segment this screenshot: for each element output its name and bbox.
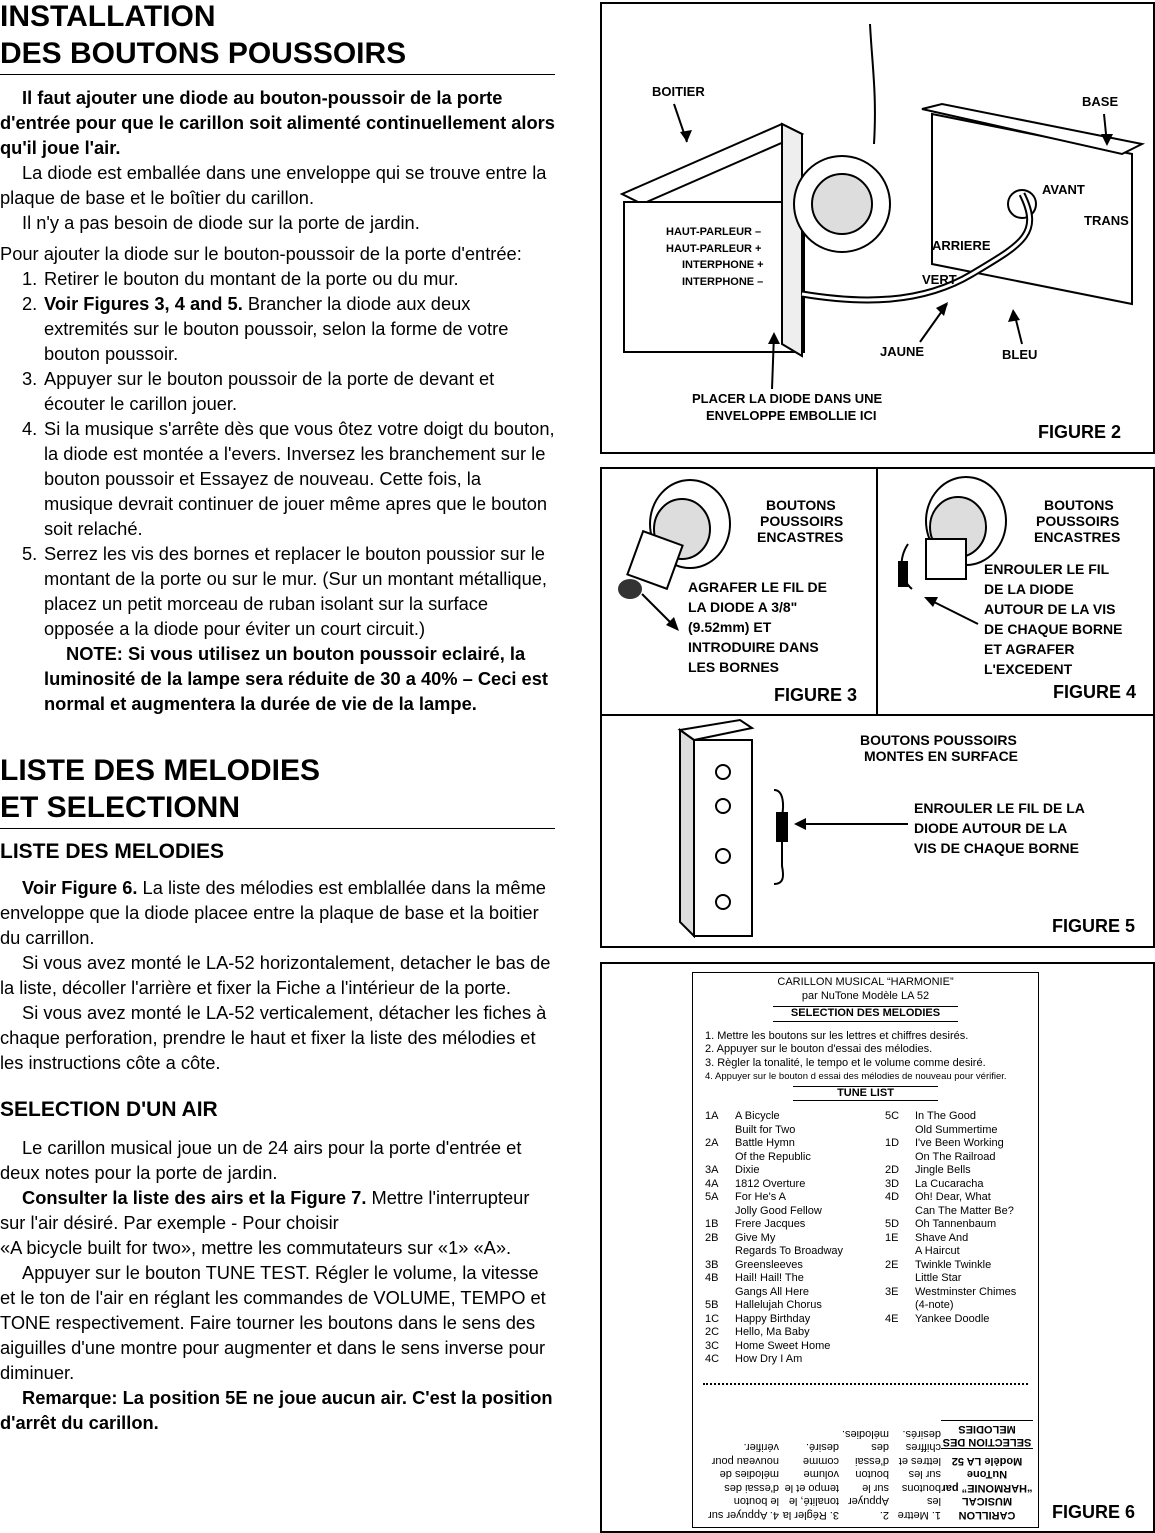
list-item: 4A 1812 Overture — [705, 1177, 806, 1190]
figure-2 — [600, 2, 1155, 454]
selection-paragraph-2: Consulter la liste des airs et la Figure 7. Mettre l'interrupteur sur l'air désiré. Par exemple - Pour choisir — [0, 1187, 530, 1233]
label-hp-plus: HAUT-PARLEUR + — [666, 243, 762, 255]
fig3-text-1: AGRAFER LE FIL DE — [688, 579, 827, 595]
card-instr-4: 4. Appuyer sur le bouton d essai des mélodies de nouveau pour vérifier. — [705, 1071, 1007, 1082]
card-instr-1: 1. Mettre les boutons sur les lettres et chiffres desirés. — [705, 1029, 969, 1042]
list-item: 3E Westminster Chimes — [885, 1285, 1017, 1298]
fig4-text-2: DE LA DIODE — [984, 581, 1074, 597]
melodies-title-1: LISTE DES MELODIES — [0, 754, 321, 787]
label-boitier: BOITIER — [652, 84, 705, 99]
install-paragraph-4: Pour ajouter la diode sur le bouton-poussoir de la porte d'entrée: — [0, 243, 522, 264]
perforation-line — [703, 1383, 1028, 1385]
install-paragraph-bold: Il faut ajouter une diode au bouton-poussoir de la porte d'entrée pour que le carillon soit alimenté continuellement alors qu'il joue l'air. — [0, 87, 555, 158]
list-item: 2E Twinkle Twinkle — [885, 1258, 992, 1271]
list-item: On The Railroad — [915, 1150, 996, 1163]
list-item: Regards To Broadway — [735, 1245, 844, 1257]
figure-5 — [600, 714, 1155, 948]
figure-3-label: FIGURE 3 — [774, 685, 858, 705]
label-vert: VERT — [922, 272, 957, 287]
install-paragraph-2: La diode est emballée dans une enveloppe qui se trouve entre la plaque de base et le boîtier du carillon. — [0, 162, 547, 208]
list-item: 1C Happy Birthday — [705, 1312, 811, 1325]
label-int-plus: INTERPHONE + — [682, 259, 764, 271]
fig3-text-2: LA DIODE A 3/8" — [688, 599, 798, 615]
label-bleu: BLEU — [1002, 347, 1038, 362]
install-note: NOTE: Si vous utilisez un bouton poussoir eclairé, la luminosité de la lampe sera réduite de 30 a 40% – Ceci est normal et augmentera la durée de vie de la lampe. — [44, 643, 548, 714]
fig3-text-5: LES BORNES — [688, 659, 780, 675]
list-item: 5A For He's A — [705, 1191, 787, 1203]
list-item: 4C How Dry I Am — [705, 1353, 803, 1365]
melodies-paragraph-1: Voir Figure 6. La liste des mélodies est emblallée dans la même enveloppe que la diode placee entre la plaque de base et la boitier du carrillon. — [0, 877, 546, 948]
selection-paragraph-1: Le carillon musical joue un de 24 airs pour la porte d'entrée et deux notes pour la porte de jardin. — [0, 1137, 522, 1183]
divider — [0, 828, 555, 829]
fig5-title-2: MONTES EN SURFACE — [864, 748, 1019, 764]
selection-bar: SELECTION DES MELODIES — [773, 1006, 958, 1022]
list-item: 4B Hail! Hail! The — [705, 1272, 804, 1284]
fig4-text-4: DE CHAQUE BORNE — [984, 621, 1123, 637]
step-item: 2. Voir Figures 3, 4 and 5. Brancher la diode aux deux extremités sur le bouton poussoir, selon la forme de votre bouton poussoir. — [22, 293, 509, 364]
list-item: 3D La Cucaracha — [885, 1177, 984, 1190]
step-item: 3. Appuyer sur le bouton poussoir de la porte de devant et écouter le carillon jouer. — [22, 368, 495, 414]
selection-paragraph-3: Appuyer sur le bouton TUNE TEST. Régler le volume, la vitesse et le ton de l'air en réglant les commandes de VOLUME, TEMPO et TONE respectivement. Faire tourner les boutons dans le sens des aiguilles d'une montre pour augmenter et dans le sens inverse pour diminuer. — [0, 1262, 546, 1383]
list-item: Built for Two — [735, 1123, 796, 1136]
list-item: A Haircut — [915, 1245, 960, 1257]
figure-4-label: FIGURE 4 — [1053, 682, 1137, 702]
selection-remark: Remarque: La position 5E ne joue aucun air. C'est la position d'arrêt du carillon. — [0, 1387, 553, 1433]
fig4-title-2: POUSSOIRS — [1036, 513, 1120, 529]
figure-4 — [876, 467, 1155, 716]
tune-list-left — [705, 1110, 880, 1367]
rotated-instr-2: 2. Appuyer sur le bouton d'essai des mélodies. — [841, 1428, 889, 1521]
step-item: 4. Si la musique s'arrête dès que vous ôtez votre doigt du bouton, la diode est montée a l'evers. Inversez les branchement sur le bouton poussoir et Essayez de nouveau. Cette fois, la musique devrait continuer de jouer même apres que le bouton soit relaché. — [22, 418, 555, 539]
figure-5-label: FIGURE 5 — [1052, 916, 1136, 936]
list-item: (4-note) — [915, 1299, 954, 1311]
list-item: Gangs All Here — [735, 1285, 809, 1298]
rotated-instr-3: 3. Régler la tonalité, le tempo et le volume comme desiré. — [782, 1441, 839, 1521]
figure-2-label: FIGURE 2 — [1038, 422, 1122, 442]
rotated-instr-1: 1. Mettre les boutons sur les lettres et chiffres desirés. — [897, 1428, 941, 1521]
fig5-text-3: VIS DE CHAQUE BORNE — [914, 840, 1079, 856]
install-title-2: DES BOUTONS POUSSOIRS — [0, 37, 407, 70]
label-placer-1: PLACER LA DIODE DANS UNE — [692, 391, 883, 406]
list-item: 4E Yankee Doodle — [885, 1312, 990, 1325]
card-title-2: par NuTone Modèle LA 52 — [801, 989, 930, 1002]
tune-card — [692, 972, 1039, 1528]
install-steps — [0, 266, 555, 641]
fig4-title-1: BOUTONS — [1044, 497, 1114, 513]
fig4-text-1: ENROULER LE FIL — [984, 561, 1110, 577]
fig4-text-6: L'EXCEDENT — [984, 661, 1073, 677]
list-item: Jolly Good Fellow — [735, 1204, 822, 1217]
label-hp-minus: HAUT-PARLEUR – — [666, 226, 762, 238]
melodies-paragraph-3: Si vous avez monté le LA-52 verticalement, détacher les fiches à chaque perforation, prendre le haut et fixer la liste des mélodies et les instructions côte a côte. — [0, 1002, 547, 1073]
card-instr-3: 3. Règler la tonalité, le tempo et le volume comme desiré. — [705, 1056, 986, 1069]
list-item: 1B Frere Jacques — [705, 1218, 806, 1230]
list-item: Little Star — [915, 1272, 962, 1284]
divider — [0, 74, 555, 75]
list-item: 5B Hallelujah Chorus — [705, 1299, 822, 1311]
fig3-text-3: (9.52mm) ET — [688, 619, 772, 635]
rotated-instr-4: 4. Appuyer sur le bouton d'essai des mélodies de nouveau pour vérifier. — [708, 1441, 779, 1521]
melodies-title-2: ET SELECTIONN — [0, 791, 241, 824]
fig3-text-4: INTRODUIRE DANS — [688, 639, 819, 655]
list-item: 2C Hello, Ma Baby — [705, 1326, 810, 1338]
figure-6-label: FIGURE 6 — [1052, 1502, 1136, 1522]
fig3-title-2: POUSSOIRS — [760, 513, 844, 529]
card-title-1: CARILLON MUSICAL “HARMONIE” — [777, 976, 954, 988]
label-jaune: JAUNE — [880, 344, 925, 359]
selection-subtitle: SELECTION D'UN AIR — [0, 1098, 218, 1121]
list-item: 3C Home Sweet Home — [705, 1339, 831, 1352]
fig4-text-5: ET AGRAFER — [984, 641, 1075, 657]
label-int-minus: INTERPHONE – — [682, 276, 764, 288]
fig4-text-3: AUTOUR DE LA VIS — [984, 601, 1116, 617]
list-item: Can The Matter Be? — [915, 1204, 1014, 1217]
list-item: 4D Oh! Dear, What — [885, 1191, 991, 1203]
fig5-title-1: BOUTONS POUSSOIRS — [860, 732, 1017, 748]
list-item: 1D I've Been Working — [885, 1137, 1004, 1149]
fig4-title-3: ENCASTRES — [1034, 529, 1121, 545]
label-arriere: ARRIERE — [932, 238, 991, 253]
card-instr-2: 2. Appuyer sur le bouton d'essai des mélodies. — [705, 1043, 933, 1055]
list-item: 2A Battle Hymn — [705, 1137, 795, 1149]
install-paragraph-3: Il n'y a pas besoin de diode sur la porte de jardin. — [22, 212, 420, 233]
fig5-text-2: DIODE AUTOUR DE LA — [914, 820, 1068, 836]
fig3-title-3: ENCASTRES — [757, 529, 844, 545]
figure-6 — [600, 962, 1155, 1533]
selection-paragraph-example: «A bicycle built for two», mettre les commutateurs sur «1» «A». — [0, 1237, 512, 1258]
tune-list-bar: TUNE LIST — [793, 1086, 938, 1102]
label-base: BASE — [1082, 94, 1119, 109]
list-item: Old Summertime — [915, 1123, 998, 1136]
list-item: Of the Republic — [735, 1150, 811, 1163]
melodies-paragraph-2: Si vous avez monté le LA-52 horizontalement, detacher le bas de la liste, décoller l'arrière et fixer la Fiche a l'intérieur de la porte. — [0, 952, 551, 998]
list-item: 3B Greensleeves — [705, 1258, 803, 1271]
list-item: 1A A Bicycle — [705, 1110, 780, 1122]
label-trans: TRANS — [1084, 213, 1129, 228]
rotated-title: CARILLON MUSICAL “HARMONIE” par NuTone Modèle LA 52 SELECTION DES MELODIES — [941, 1393, 1033, 1521]
label-placer-2: ENVELOPPE EMBOLLIE ICI — [706, 408, 877, 423]
list-item: 5D Oh Tannenbaum — [885, 1218, 997, 1230]
tune-list-right — [885, 1110, 1035, 1326]
list-item: 2D Jingle Bells — [885, 1164, 971, 1176]
list-item: 5C In The Good — [885, 1110, 976, 1122]
list-item: 2B Give My — [705, 1231, 776, 1244]
figure-3 — [600, 467, 880, 716]
fig3-title-1: BOUTONS — [766, 497, 836, 513]
label-avant: AVANT — [1042, 182, 1085, 197]
step-item: 5. Serrez les vis des bornes et replacer le bouton poussior sur le montant de la porte ou sur le mur. (Sur un montant métallique, placez un petit morceau de ruban isolant sur la surface opposée a la diode pour éviter un court circuit.) — [22, 543, 548, 639]
step-item: 1. Retirer le bouton du montant de la porte ou du mur. — [22, 268, 459, 289]
list-item: 3A Dixie — [705, 1164, 760, 1176]
list-item: 1E Shave And — [885, 1231, 969, 1244]
fig5-text-1: ENROULER LE FIL DE LA — [914, 800, 1085, 816]
install-title-1: INSTALLATION — [0, 0, 216, 33]
melodies-subtitle: LISTE DES MELODIES — [0, 840, 225, 863]
left-column — [0, 0, 555, 1435]
